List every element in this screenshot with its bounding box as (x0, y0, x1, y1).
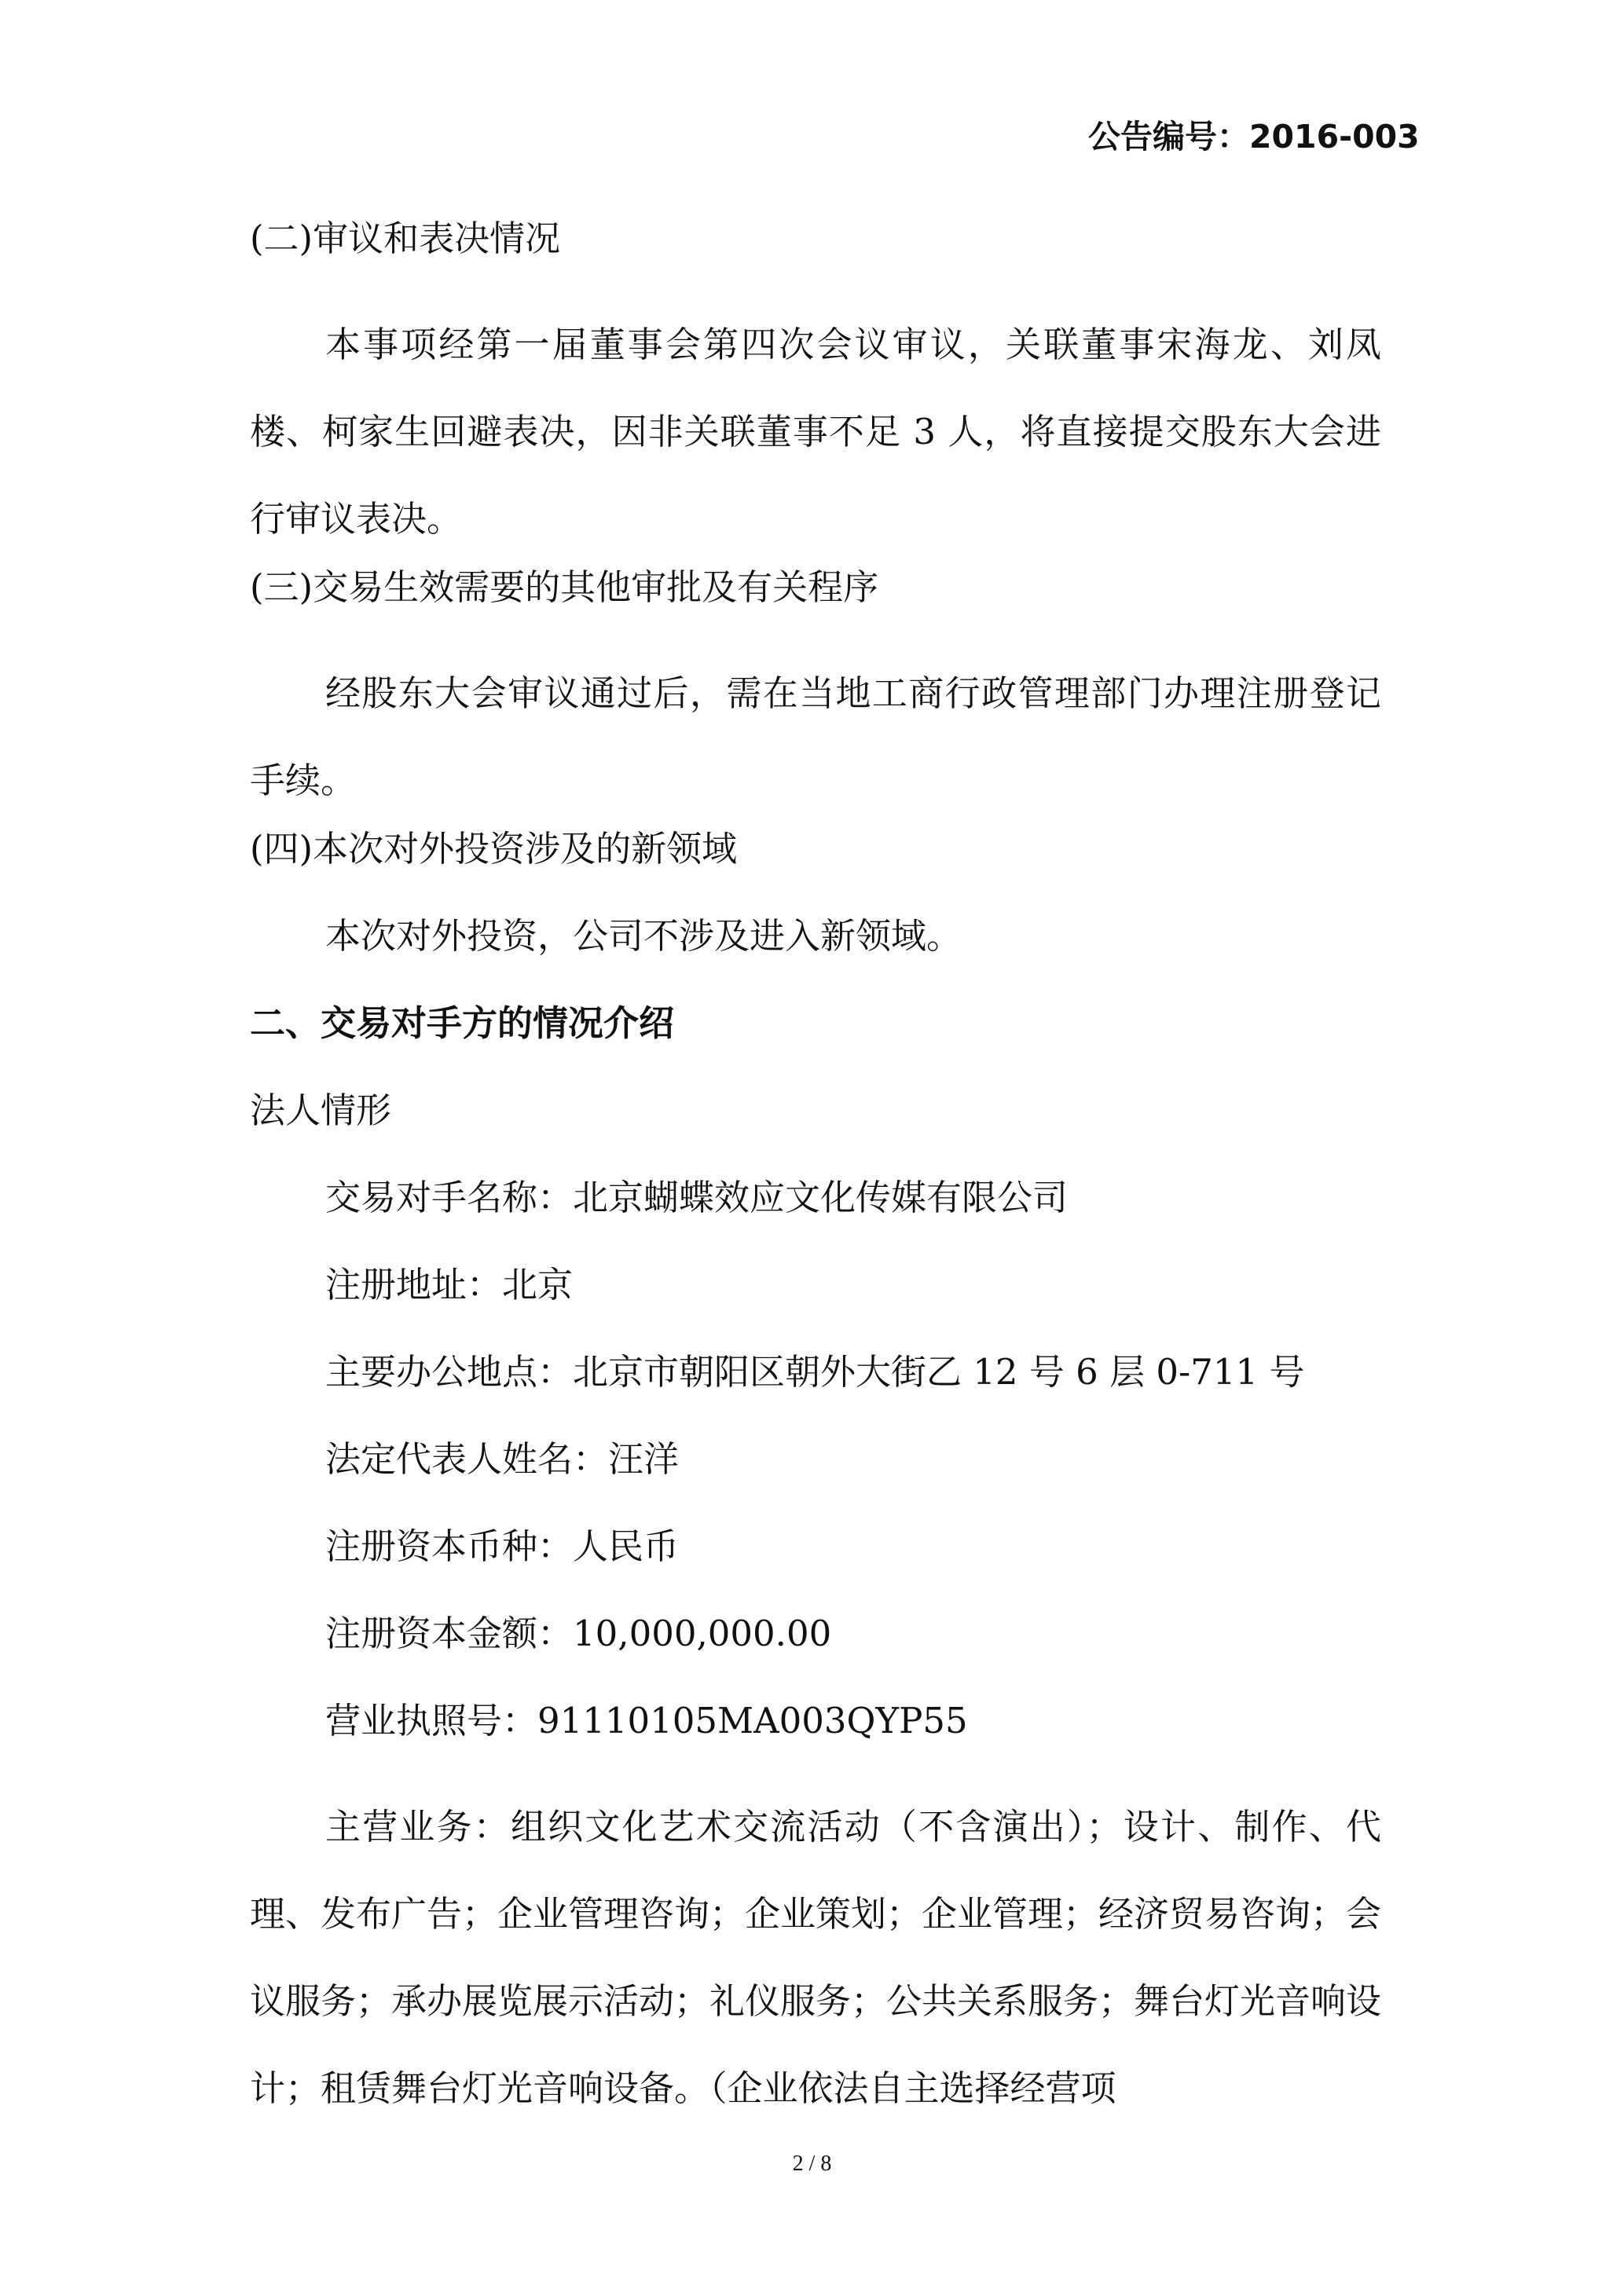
document-body (250, 214, 1381, 2132)
section-heading-approval: (三)交易生效需要的其他审批及有关程序 (250, 566, 879, 608)
business-scope: 主营业务：组织文化艺术交流活动（不含演出）；设计、制作、代理、发布广告；企业管理咨询；企业策划；企业管理；经济贸易咨询；会议服务；承办展览展示活动；礼仪服务；公共关系服务；舞台灯光音响设计；租赁舞台灯光音响设备。（企业依法自主选择经营项 (250, 1806, 1382, 2109)
section-heading-new-field: (四)本次对外投资涉及的新领域 (250, 828, 738, 870)
legal-representative: 法定代表人姓名：汪洋 (325, 1438, 680, 1480)
paragraph-new-field: 本次对外投资，公司不涉及进入新领域。 (325, 915, 962, 957)
registered-currency: 注册资本币种：人民币 (325, 1525, 680, 1567)
counterparty-name: 交易对手名称：北京蝴蝶效应文化传媒有限公司 (325, 1177, 1069, 1218)
page-number: 2 / 8 (792, 2151, 832, 2176)
paragraph-review: 本事项经第一届董事会第四次会议审议，关联董事宋海龙、刘凤楼、柯家生回避表决，因非关联董事不足 3 人，将直接提交股东大会进行审议表决。 (250, 324, 1381, 540)
announcement-number: 公告编号：2016-003 (1088, 118, 1420, 156)
office-location: 主要办公地点：北京市朝阳区朝外大街乙 12 号 6 层 0-711 号 (325, 1351, 1305, 1393)
part-heading-counterparty: 二、交易对手方的情况介绍 (250, 1002, 675, 1044)
legal-person-label: 法人情形 (250, 1089, 392, 1131)
section-heading-review: (二)审议和表决情况 (250, 218, 561, 259)
registered-address: 注册地址：北京 (325, 1264, 574, 1305)
business-license-number: 营业执照号：91110105MA003QYP55 (325, 1700, 968, 1741)
registered-capital: 注册资本金额：10,000,000.00 (325, 1613, 832, 1654)
paragraph-approval: 经股东大会审议通过后，需在当地工商行政管理部门办理注册登记手续。 (250, 672, 1381, 801)
